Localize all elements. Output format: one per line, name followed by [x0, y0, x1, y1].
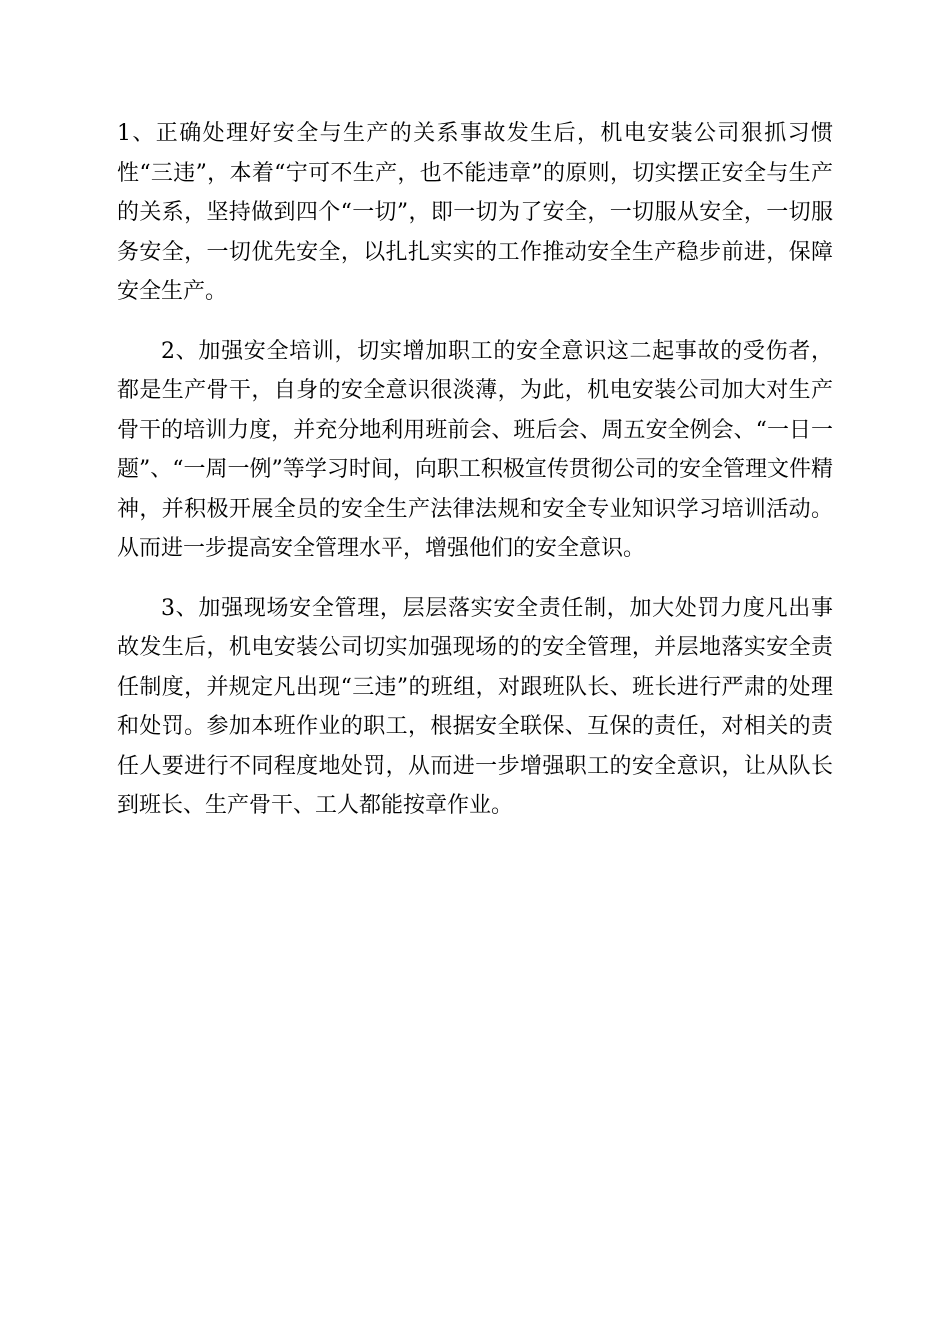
paragraph-3: 3、加强现场安全管理，层层落实安全责任制，加大处罚力度凡出事故发生后，机电安装公司切实加强现场的的安全管理，并层地落实安全责任制度，并规定凡出现“三违”的班组，对跟班队长、班长进行严肃的处理和处罚。参加本班作业的职工，根据安全联保、互保的责任，对相关的责任人要进行不同程度地处罚，从而进一步增强职工的安全意识，让从队长到班长、生产骨干、工人都能按章作业。	[117, 595, 833, 818]
paragraph-2: 2、加强安全培训，切实增加职工的安全意识这二起事故的受伤者，都是生产骨干，自身的安全意识很淡薄，为此，机电安装公司加大对生产骨干的培训力度，并充分地利用班前会、班后会、周五安全例会、“一日一题”、“一周一例”等学习时间，向职工积极宣传贯彻公司的安全管理文件精神，并积极开展全员的安全生产法律法规和安全专业知识学习培训活动。从而进一步提高安全管理水平，增强他们的安全意识。	[117, 338, 833, 561]
paragraph-1: 1、正确处理好安全与生产的关系事故发生后，机电安装公司狠抓习惯性“三违”，本着“宁可不生产，也不能违章”的原则，切实摆正安全与生产的关系，坚持做到四个“一切”，即一切为了安全，一切服从安全，一切服务安全，一切优先安全，以扎扎实实的工作推动安全生产稳步前进，保障安全生产。	[117, 121, 833, 304]
document-body	[117, 114, 833, 846]
